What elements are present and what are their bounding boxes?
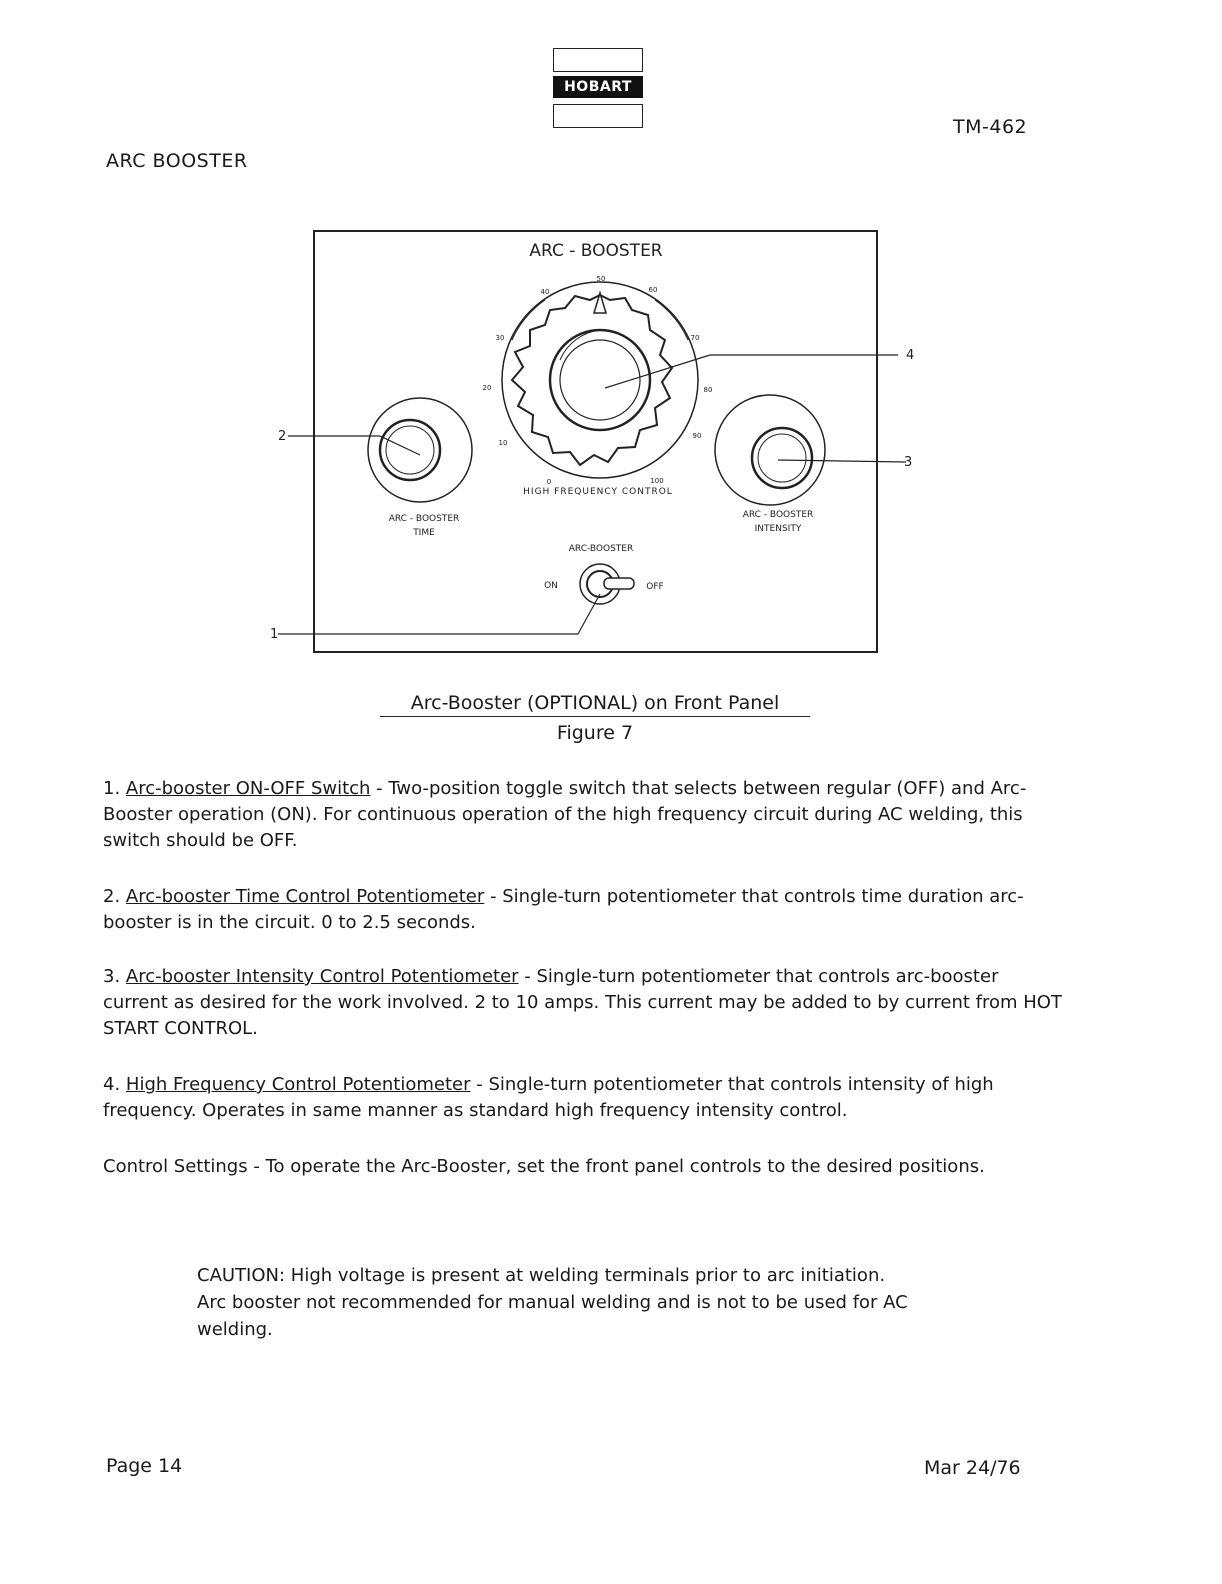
dial-scale-100: 100 bbox=[650, 477, 664, 485]
item-1-number: 1. bbox=[103, 778, 121, 799]
time-knob-label-1: ARC - BOOSTER bbox=[388, 514, 460, 524]
item-2 bbox=[103, 884, 1063, 936]
time-knob-label-2: TIME bbox=[413, 528, 435, 538]
panel-border bbox=[314, 231, 877, 652]
callout-3-line bbox=[778, 460, 906, 462]
item-4 bbox=[103, 1072, 1063, 1124]
item-1 bbox=[103, 776, 1063, 854]
front-panel-figure bbox=[0, 0, 1222, 700]
item-3-title: Arc-booster Intensity Control Potentiometer bbox=[125, 966, 519, 987]
item-4-title: High Frequency Control Potentiometer bbox=[125, 1074, 471, 1095]
dial-scale-80: 80 bbox=[703, 386, 713, 394]
dial-scale-0: 0 bbox=[546, 478, 552, 486]
dial-scale-50: 50 bbox=[596, 275, 606, 283]
high-frequency-dial bbox=[502, 282, 698, 478]
item-2-number: 2. bbox=[103, 886, 121, 907]
dial-scale-40: 40 bbox=[540, 288, 550, 296]
dial-scale-70: 70 bbox=[690, 334, 700, 342]
section-title: ARC BOOSTER bbox=[106, 150, 248, 172]
item-1-text: - Two-position toggle switch that selects between regular (OFF) and Arc-Booster operation (ON). For continuous operation of the high frequency circuit during AC welding, this switch should be OFF. bbox=[103, 778, 1027, 851]
item-2-text: - Single-turn potentiometer that controls time duration arc-booster is in the circuit. 0 to 2.5 seconds. bbox=[103, 886, 1024, 933]
caution-note: CAUTION: High voltage is present at welding terminals prior to arc initiation. Arc booster not recommended for manual welding and is not to be used for AC welding. bbox=[197, 1265, 908, 1340]
switch-title: ARC-BOOSTER bbox=[568, 544, 634, 554]
panel-title: ARC - BOOSTER bbox=[529, 241, 663, 261]
dial-scale-30: 30 bbox=[495, 334, 505, 342]
callout-3: 3 bbox=[904, 455, 913, 470]
item-4-text: - Single-turn potentiometer that controls intensity of high frequency. Operates in same manner as standard high frequency intensity control. bbox=[103, 1074, 994, 1121]
callout-2: 2 bbox=[278, 429, 287, 444]
figure-number: Figure 7 bbox=[556, 722, 634, 744]
intensity-knob-label-2: INTENSITY bbox=[754, 524, 802, 534]
item-3-text: - Single-turn potentiometer that controls arc-booster current as desired for the work involved. 2 to 10 amps. This current may be added to by current from HOT START CONTROL. bbox=[103, 966, 1062, 1039]
revision-date: Mar 24/76 bbox=[924, 1457, 1021, 1479]
switch-on-label: ON bbox=[544, 581, 558, 591]
intensity-knob bbox=[715, 395, 825, 505]
page-number: Page 14 bbox=[106, 1455, 183, 1477]
dial-scale-60: 60 bbox=[648, 286, 658, 294]
item-2-title: Arc-booster Time Control Potentiometer bbox=[125, 886, 485, 907]
time-knob bbox=[368, 398, 472, 502]
intensity-knob-label-1: ARC - BOOSTER bbox=[742, 510, 814, 520]
item-3-number: 3. bbox=[103, 966, 121, 987]
switch-off-label: OFF bbox=[646, 582, 664, 592]
callout-1: 1 bbox=[270, 627, 279, 642]
control-settings: Control Settings - To operate the Arc-Booster, set the front panel controls to the desired positions. bbox=[103, 1156, 985, 1177]
item-4-number: 4. bbox=[103, 1074, 121, 1095]
dial-scale-90: 90 bbox=[692, 432, 702, 440]
logo-brand-text: HOBART bbox=[553, 76, 643, 98]
doc-number: TM-462 bbox=[953, 116, 1028, 138]
figure-caption: Arc-Booster (OPTIONAL) on Front Panel bbox=[380, 692, 810, 717]
dial-label: HIGH FREQUENCY CONTROL bbox=[523, 487, 673, 497]
item-1-title: Arc-booster ON-OFF Switch bbox=[125, 778, 371, 799]
dial-scale-20: 20 bbox=[482, 384, 492, 392]
callout-4: 4 bbox=[906, 348, 915, 363]
on-off-toggle-switch bbox=[580, 564, 634, 604]
item-3 bbox=[103, 964, 1063, 1042]
dial-scale-10: 10 bbox=[498, 439, 508, 447]
